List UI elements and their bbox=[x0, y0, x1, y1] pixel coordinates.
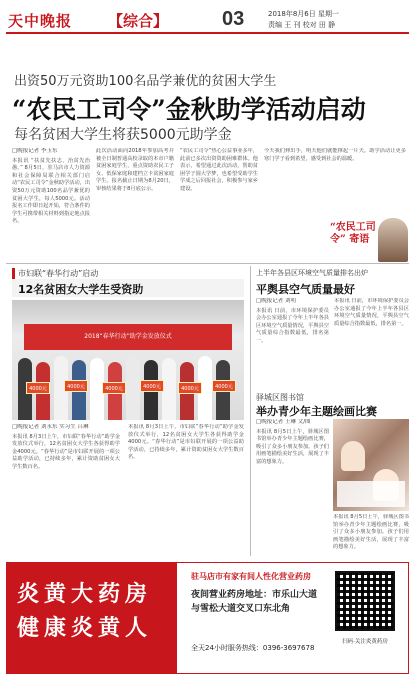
env-story-text-1: 本报讯 日前，市环境保护委员会办公室通报了今年上半年各县区环境空气质量情况，平舆县空气质量综合指数最低，排名第一。 bbox=[256, 307, 329, 344]
ceremony-photo bbox=[12, 300, 244, 420]
library-story-byline: □晚报记者 王琳 文/图 bbox=[256, 419, 311, 425]
column-divider bbox=[250, 266, 251, 556]
ad-hotline: 全天24小时服务热线：0396-3697678 bbox=[191, 644, 315, 652]
ad-address-line-2: 与雪松大道交叉口东北角 bbox=[191, 604, 291, 614]
photo-story-tag: 市妇联“春华行动”启动 bbox=[12, 268, 98, 279]
env-story-column-2 bbox=[334, 298, 409, 386]
main-subhead: 每名贫困大学生将获5000元助学金 bbox=[14, 127, 232, 143]
article-column-1 bbox=[12, 148, 90, 260]
env-story-title: 平舆县空气质量最好 bbox=[256, 283, 355, 296]
photo-story-title: 12名贫困女大学生受资助 bbox=[12, 279, 244, 297]
article-text-3: “农民工司令”热心公益事业多年，此前已多次出资资助困难群体。他表示，希望通过此次活动，帮助贫困学子圆大学梦，也希望受助学生学成之后回报社会，积极参与家乡建设。 bbox=[180, 148, 258, 192]
env-story-kicker: 上半年各县区环境空气质量排名出炉 bbox=[256, 269, 368, 277]
article-text-4: 今天我们伸出手，明天他们就能撑起一片天。助学活动让更多寒门学子看到希望，感受到社会的温暖。 bbox=[264, 148, 406, 162]
env-story-byline: □晚报记者 刘明 bbox=[256, 298, 296, 304]
section-divider bbox=[6, 263, 409, 264]
library-story-title: 举办青少年主题绘画比赛 bbox=[256, 405, 377, 418]
page-number: 03 bbox=[222, 8, 245, 30]
quote-text: “农民工司令” 寄语 bbox=[330, 222, 376, 245]
ad-slogan-line-2: 健康炎黄人 bbox=[17, 615, 153, 641]
main-kicker: 出资50万元资助100名品学兼优的贫困大学生 bbox=[14, 74, 277, 89]
article-text-2: 此次活动面向2018年参加高考并被全日制普通高校录取的本市户籍贫困家庭学生，重点资助农民工子女、低保家庭和建档立卡贫困家庭学生。报名截止日期为8月20日，审核结果将于8月底公示。 bbox=[96, 148, 174, 192]
photo-story-column-1 bbox=[12, 424, 120, 558]
award-card: 4000元 bbox=[140, 380, 164, 392]
masthead bbox=[6, 6, 409, 34]
ceremony-banner: 2018“春华行动”助学金发放仪式 bbox=[24, 324, 232, 350]
article-byline: □晚报记者 李玉东 bbox=[12, 148, 58, 154]
award-card: 4000元 bbox=[26, 382, 50, 394]
library-story-tag: 驿城区图书馆 bbox=[256, 393, 304, 402]
person-portrait bbox=[378, 218, 408, 262]
article-column-3 bbox=[180, 148, 258, 260]
photo-story-text-2: 本报讯 8月3日上午，市妇联“春华行动”助学金发放仪式举行，12名贫困女大学生各获得助学金4000元。“春华行动”是市妇联开展的一项公益助学活动，已持续多年，累计资助贫困女大学生数百名。 bbox=[128, 424, 244, 461]
env-story-text-2: 本报讯 日前，市环境保护委员会办公室通报了今年上半年各县区环境空气质量情况，平舆县空气质量综合指数最低，排名第一。 bbox=[334, 298, 409, 327]
issue-date: 2018年8月6日 星期一 bbox=[268, 10, 339, 18]
main-headline: “农民工司令”金秋助学活动启动 bbox=[12, 95, 366, 124]
article-text-1: 本报讯 “扶贫先扶志，治贫先治愚。” 8月5日，驻马店市人力资源和社会保障局联合相关部门启动“农民工司令”金秋助学活动，出资50万元资助100名品学兼优的贫困大学生，每人5000元。活动报名工作即日起开始，符合条件的学生可携带相关材料到指定地点报名。 bbox=[12, 157, 90, 225]
section-label: 【综合】 bbox=[108, 12, 169, 30]
ad-slogan-line-1: 炎黄大药房 bbox=[17, 581, 153, 607]
article-column-4 bbox=[264, 148, 406, 214]
ad-address-line-1: 夜间营业药房地址：市乐山大道 bbox=[191, 590, 318, 600]
editor-line: 责编 王 刊 校对 田 静 bbox=[268, 21, 336, 29]
group-of-students bbox=[12, 342, 244, 420]
newspaper-logo: 天中晚报 bbox=[8, 12, 73, 30]
ad-tagline: 驻马店市有家有间人性化营业药房 bbox=[191, 572, 311, 581]
ad-slogan-panel bbox=[7, 563, 177, 673]
award-card: 4000元 bbox=[212, 380, 236, 392]
library-story-column-2 bbox=[333, 514, 409, 558]
quote-box bbox=[330, 218, 408, 262]
pharmacy-advertisement bbox=[6, 562, 409, 674]
library-story-column bbox=[256, 419, 329, 557]
person-figure bbox=[126, 356, 140, 420]
photo-story-column-2 bbox=[128, 424, 244, 558]
article-column-2 bbox=[96, 148, 174, 260]
person-figure bbox=[162, 358, 176, 420]
library-story-text-2: 本报讯 8月5日上午，驿城区图书馆举办青少年主题绘画比赛，吸引了众多小朋友参加。孩子们用画笔描绘美好生活，展现了丰富的想象力。 bbox=[333, 514, 409, 551]
child-figure bbox=[341, 441, 365, 471]
photo-story-text-1: 本报讯 8月3日上午，市妇联“春华行动”助学金发放仪式举行，12名贫困女大学生各获得助学金4000元。“春华行动”是市妇联开展的一项公益助学活动，已持续多年，累计资助贫困女大学生数百名。 bbox=[12, 433, 120, 470]
qr-caption: 扫码·关注炎黄药房 bbox=[342, 639, 388, 645]
env-story-column-1 bbox=[256, 298, 329, 386]
children-drawing-photo bbox=[333, 419, 409, 511]
award-card: 4000元 bbox=[64, 380, 88, 392]
award-card: 4000元 bbox=[102, 382, 126, 394]
photo-story-byline: □晚报记者 刘永东 实习生 吕琳 bbox=[12, 424, 89, 430]
drawing-paper bbox=[337, 481, 405, 507]
library-story-text: 本报讯 8月5日上午，驿城区图书馆举办青少年主题绘画比赛，吸引了众多小朋友参加。孩子们用画笔描绘美好生活，展现了丰富的想象力。 bbox=[256, 428, 329, 465]
qr-code-icon[interactable] bbox=[335, 571, 395, 631]
award-card: 4000元 bbox=[178, 382, 202, 394]
